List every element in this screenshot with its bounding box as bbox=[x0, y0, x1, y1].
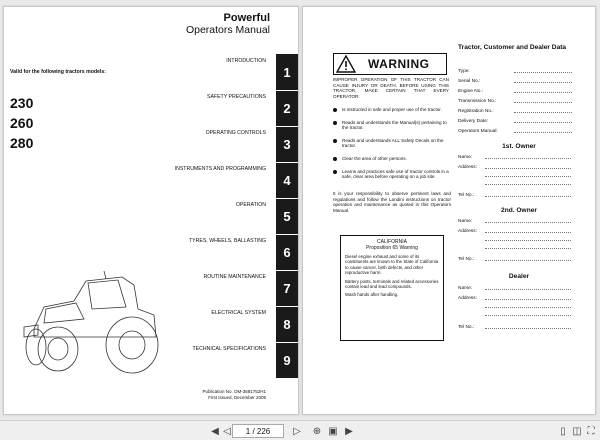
warning-bullets bbox=[333, 107, 451, 187]
zoom-in-icon[interactable]: ⊕ bbox=[312, 425, 322, 437]
left-page bbox=[3, 6, 299, 415]
field-label: Name: bbox=[458, 219, 473, 224]
field-label: Address: bbox=[458, 165, 477, 170]
section-tab[interactable]: 9 bbox=[276, 342, 298, 378]
field-line bbox=[485, 196, 571, 197]
form-title: Tractor, Customer and Dealer Data bbox=[458, 44, 567, 51]
model-number: 230 bbox=[10, 95, 34, 111]
section-tab[interactable]: 2 bbox=[276, 90, 298, 126]
list-item bbox=[333, 156, 451, 162]
field-line bbox=[485, 289, 571, 290]
toc-label[interactable]: ROUTINE MAINTENANCE bbox=[203, 274, 266, 280]
warning-title: WARNING bbox=[368, 57, 430, 71]
owner1-title: 1st. Owner bbox=[502, 143, 536, 150]
field-label: Tel No.: bbox=[458, 325, 475, 330]
bullet-text: Reads and understands the Manual(s) pertaining to the tractor. bbox=[342, 119, 447, 131]
field-line bbox=[514, 99, 572, 103]
first-page-icon[interactable]: ◀︎ bbox=[211, 425, 219, 437]
field-label: Address: bbox=[458, 229, 477, 234]
list-item bbox=[333, 120, 451, 131]
warning-triangle-icon bbox=[336, 55, 356, 73]
field-line bbox=[485, 248, 571, 249]
page-number-input[interactable]: 1 / 226 bbox=[232, 424, 284, 438]
toc-label[interactable]: OPERATION bbox=[235, 202, 266, 208]
field-line bbox=[514, 109, 572, 113]
responsibility-text: It is your responsibility to observe pertinent laws and regulations and follow the Landini instructions on tractor operation and maintenance as quoted in this Operators Manual. bbox=[333, 191, 451, 213]
title-powerful: Powerful bbox=[223, 12, 270, 24]
single-page-view-icon[interactable]: ▯ bbox=[560, 425, 566, 437]
model-list bbox=[10, 93, 33, 153]
toc-label[interactable]: TYRES, WHEELS, BALLASTING bbox=[189, 238, 266, 244]
field-line bbox=[514, 79, 572, 83]
field-label: Engine No.: bbox=[458, 89, 484, 94]
field-line bbox=[485, 307, 571, 308]
section-tab[interactable]: 4 bbox=[276, 162, 298, 198]
field-label: Delivery Date: bbox=[458, 119, 489, 124]
bullet-icon bbox=[333, 157, 337, 161]
list-item bbox=[333, 138, 451, 149]
field-line bbox=[485, 176, 571, 177]
publication-number: Publication No. OM-3681752H1 bbox=[202, 389, 266, 394]
field-line bbox=[485, 240, 571, 241]
field-line bbox=[514, 89, 572, 93]
bullet-text: Is instructed in safe and proper use of the tractor. bbox=[342, 107, 442, 112]
field-line bbox=[514, 119, 572, 123]
right-page bbox=[302, 6, 596, 415]
section-tab[interactable]: 3 bbox=[276, 126, 298, 162]
section-tab[interactable]: 7 bbox=[276, 270, 298, 306]
tractor-illustration bbox=[14, 267, 164, 377]
section-tab-bar bbox=[276, 54, 298, 378]
california-heading bbox=[345, 239, 439, 251]
toc-label[interactable]: INSTRUMENTS AND PROGRAMMING bbox=[174, 166, 266, 172]
california-paragraph: Wash hands after handling. bbox=[345, 292, 399, 298]
fit-page-icon[interactable]: ▣ bbox=[328, 425, 338, 437]
model-number: 280 bbox=[10, 135, 34, 151]
valid-models-caption: Valid for the following tractors models: bbox=[10, 69, 106, 75]
section-tab[interactable]: 6 bbox=[276, 234, 298, 270]
bullet-icon bbox=[333, 121, 337, 125]
field-line bbox=[485, 184, 571, 185]
field-line bbox=[485, 168, 571, 169]
warning-header bbox=[333, 53, 447, 75]
field-line bbox=[485, 232, 571, 233]
section-tab[interactable]: 5 bbox=[276, 198, 298, 234]
proposition-65-title: Proposition 65 Warning bbox=[366, 245, 418, 251]
field-line bbox=[514, 69, 572, 73]
california-paragraph: Diesel engine exhaust and some of its constituents are known to the State of California to cause cancer, birth defects, and other reproductive harm. bbox=[345, 254, 439, 276]
california-title: CALIFORNIA bbox=[376, 239, 407, 245]
next-page-icon[interactable]: ▷ bbox=[293, 425, 301, 437]
field-line bbox=[485, 299, 571, 300]
field-label: Name: bbox=[458, 286, 473, 291]
section-tab[interactable]: 8 bbox=[276, 306, 298, 342]
two-page-view-icon[interactable]: ◫ bbox=[572, 425, 582, 437]
toc-label[interactable]: ELECTRICAL SYSTEM bbox=[211, 310, 266, 316]
first-issued: First Issued, December 2005 bbox=[208, 395, 266, 400]
list-item bbox=[333, 169, 451, 180]
field-label: Name: bbox=[458, 155, 473, 160]
bullet-text: Clear the area of other persons. bbox=[342, 155, 407, 161]
field-label: Serial No.: bbox=[458, 79, 481, 84]
bullet-text: Learns and practices safe use of tractor controls in a safe, clear area before operating on a job site. bbox=[342, 168, 449, 180]
bullet-text: Reads and understands ALL Safety Decals on the tractor. bbox=[342, 137, 444, 149]
page-navigation-toolbar bbox=[0, 420, 600, 440]
last-page-icon[interactable]: ▶︎ bbox=[345, 425, 353, 437]
bullet-icon bbox=[333, 170, 337, 174]
california-warning-box bbox=[340, 235, 444, 341]
field-label: Transmission No.: bbox=[458, 99, 497, 104]
list-item bbox=[333, 107, 451, 113]
field-line bbox=[514, 129, 572, 133]
field-label: Tel No.: bbox=[458, 257, 475, 262]
field-label: Tel No.: bbox=[458, 193, 475, 198]
bullet-icon bbox=[333, 139, 337, 143]
section-tab[interactable]: 1 bbox=[283, 64, 291, 80]
owner2-title: 2nd. Owner bbox=[501, 207, 537, 214]
model-number: 260 bbox=[10, 115, 34, 131]
bullet-icon bbox=[333, 108, 337, 112]
title-operators-manual: Operators Manual bbox=[185, 23, 270, 36]
field-label: Registration No.: bbox=[458, 109, 494, 114]
field-line bbox=[485, 222, 571, 223]
toc-label[interactable]: SAFETY PRECAUTIONS bbox=[207, 94, 266, 100]
warning-text: IMPROPER OPERATION OF THIS TRACTOR CAN CAUSE INJURY OR DEATH. BEFORE USING THIS TRACTOR, MAKE CERTAIN THAT EVERY OPERATOR: bbox=[333, 77, 449, 99]
field-label: Type: bbox=[458, 69, 470, 74]
california-paragraph: Battery posts, terminals and related accessories contain lead and lead compounds. bbox=[345, 278, 439, 290]
toc-label[interactable]: TECHNICAL SPECIFICATIONS bbox=[192, 346, 266, 352]
dealer-title: Dealer bbox=[508, 273, 530, 280]
toc-label[interactable]: OPERATING CONTROLS bbox=[205, 130, 266, 136]
field-line bbox=[485, 315, 571, 316]
field-label: Operators Manual: bbox=[458, 129, 498, 134]
previous-page-icon[interactable]: ◁ bbox=[223, 425, 231, 437]
manual-title bbox=[186, 13, 270, 36]
field-line bbox=[485, 328, 571, 329]
publication-info bbox=[202, 389, 266, 401]
toc-label[interactable]: INTRODUCTION bbox=[226, 58, 266, 64]
field-label: Address: bbox=[458, 296, 477, 301]
fullscreen-icon[interactable]: ⛶ bbox=[587, 425, 595, 437]
field-line bbox=[485, 158, 571, 159]
field-line bbox=[485, 260, 571, 261]
